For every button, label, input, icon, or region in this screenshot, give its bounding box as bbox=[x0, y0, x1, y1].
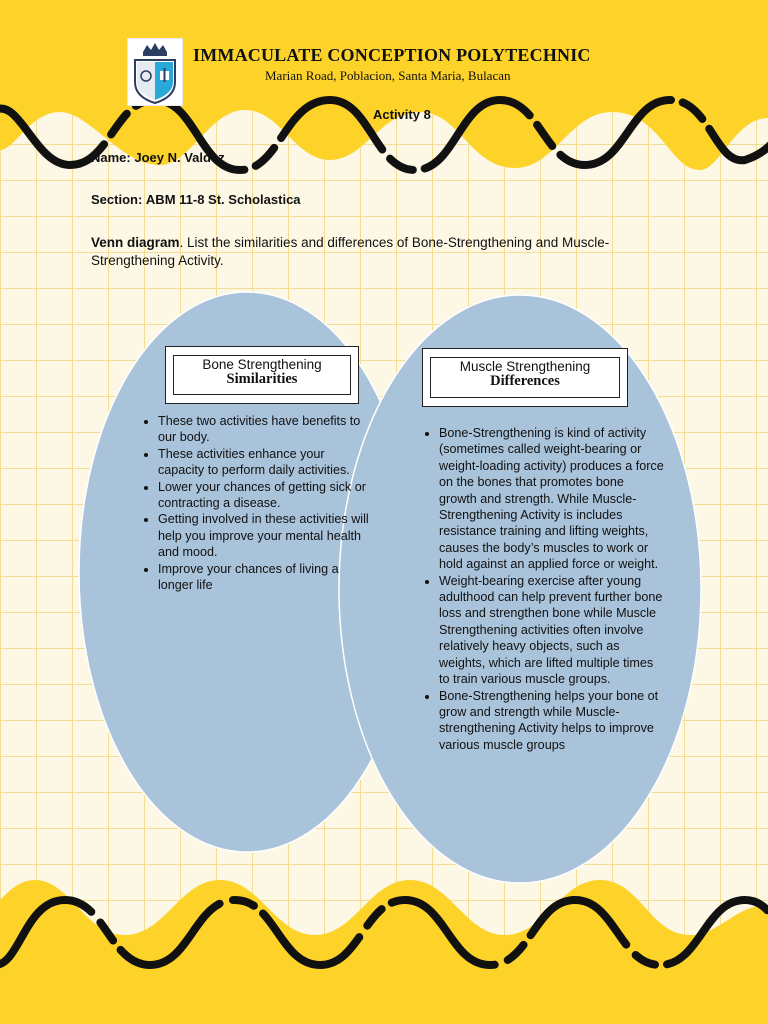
difference-item: • Bone-Strengthening is kind of activity (sometimes called weight-bearing or weight-loading activity) produces a force on the bones that promotes bone growth and strength. While Muscle-Strengthening Activity is includes resistance training and lifting weights, causes the body’s muscles to work or hold against an applied force or weight. bbox=[439, 425, 664, 573]
right-label-inner bbox=[430, 357, 620, 398]
left-label-inner bbox=[173, 355, 351, 395]
instructions-text: . List the similarities and differences of Bone-Strengthening and Muscle-Strengthening Activity. bbox=[91, 235, 610, 268]
similarity-item: • Getting involved in these activities will help you improve your mental health and mood. bbox=[158, 511, 370, 560]
left-label-box bbox=[165, 346, 359, 404]
school-address: Marian Road, Poblacion, Santa Maria, Bulacan bbox=[265, 68, 511, 83]
name-label: Name: bbox=[91, 150, 131, 165]
right-title: Muscle Strengthening bbox=[459, 359, 591, 374]
instructions-lead: Venn diagram bbox=[91, 235, 180, 250]
left-title: Bone Strengthening bbox=[202, 357, 322, 372]
similarity-item: • These activities enhance your capacity to perform daily activities. bbox=[158, 446, 370, 479]
school-name: IMMACULATE CONCEPTION POLYTECHNIC bbox=[193, 45, 591, 65]
similarity-item: • Lower your chances of getting sick or contracting a disease. bbox=[158, 479, 370, 512]
name-value: Joey N. Valdez bbox=[134, 150, 225, 165]
difference-item: • Bone-Strengthening helps your bone ot grow and strength while Muscle-strengthening Activity helps to improve various muscle groups bbox=[439, 688, 664, 754]
section-value: ABM 11-8 St. Scholastica bbox=[145, 192, 301, 207]
difference-item: • Weight-bearing exercise after young adulthood can help prevent further bone loss and strengthen bone while Muscle Strengthening activities often involve relatively heavy objects, such as weights, which are lifted multiple times to train various muscle groups. bbox=[439, 573, 664, 688]
similarity-item: • Improve your chances of living a longer life bbox=[158, 561, 370, 594]
left-subtitle: Similarities bbox=[226, 371, 298, 387]
similarities-list bbox=[135, 413, 370, 593]
right-label-box bbox=[422, 348, 628, 407]
activity-title: Activity 8 bbox=[373, 107, 431, 122]
section-label: Section: bbox=[91, 192, 143, 207]
similarity-item: • These two activities have benefits to our body. bbox=[158, 413, 370, 446]
differences-list bbox=[416, 425, 664, 753]
right-subtitle: Differences bbox=[490, 373, 560, 389]
